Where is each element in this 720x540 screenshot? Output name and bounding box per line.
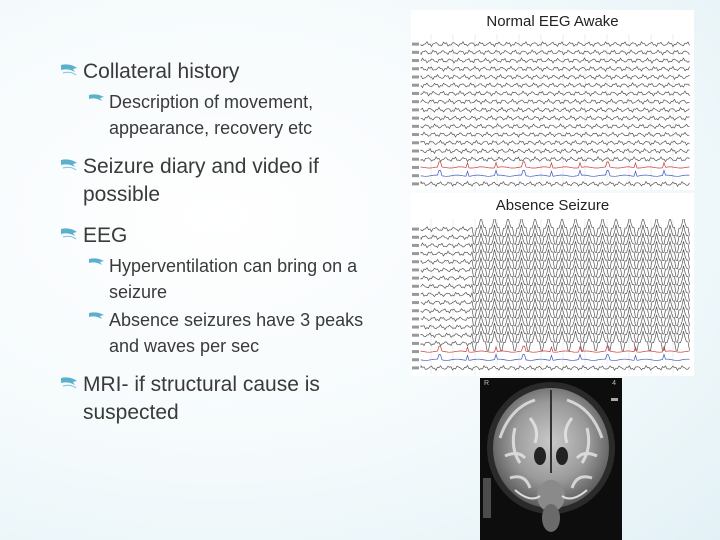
eeg-channel-label-mark <box>412 293 419 296</box>
eeg-channel-label-mark <box>412 317 419 320</box>
arrow-bullet-icon <box>86 251 108 279</box>
eeg-trace <box>421 170 690 176</box>
eeg-channel-label-mark <box>412 125 419 128</box>
bullet-text: MRI- if structural cause is suspected <box>83 373 320 424</box>
subbullet-text: Absence seizures have 3 peaks and waves per sec <box>109 310 364 356</box>
mri-corner-label-right: 4 <box>612 380 616 387</box>
eeg-trace <box>421 366 690 371</box>
eeg-channel-label-mark <box>412 67 419 70</box>
eeg-channel-label-mark <box>412 285 419 288</box>
eeg-trace <box>421 225 690 244</box>
eeg-channel-label-mark <box>412 358 419 361</box>
eeg-channel-label-mark <box>412 366 419 369</box>
eeg-trace <box>421 219 690 236</box>
bullet-text: Collateral history <box>83 60 240 83</box>
eeg-channel-label-mark <box>412 43 419 46</box>
eeg-channel-label-mark <box>412 277 419 280</box>
eeg-channel-label-mark <box>412 117 419 120</box>
eeg-channel-label-mark <box>412 182 419 185</box>
eeg-trace <box>421 99 690 104</box>
eeg-channel-label-mark <box>412 301 419 304</box>
eeg-channel-label-mark <box>412 84 419 87</box>
bullet-text: Seizure diary and video if possible <box>83 155 319 206</box>
eeg-channel-label-mark <box>412 133 419 136</box>
eeg-trace <box>421 75 690 80</box>
subbullet-description <box>58 89 388 141</box>
eeg-channel-label-mark <box>412 108 419 111</box>
arrow-bullet-icon <box>86 305 108 333</box>
bullet-eeg <box>58 222 388 250</box>
eeg-channel-label-mark <box>412 141 419 144</box>
eeg-trace <box>421 162 690 168</box>
eeg-channel-label-mark <box>412 350 419 353</box>
eeg-channel-label-mark <box>412 260 419 263</box>
eeg-trace <box>421 132 690 137</box>
arrow-bullet-icon <box>58 59 80 87</box>
eeg-channel-label-mark <box>412 228 419 231</box>
bullet-seizure-diary <box>58 153 388 209</box>
arrow-bullet-icon <box>58 154 80 182</box>
eeg-channel-label-mark <box>412 268 419 271</box>
eeg-channel-label-mark <box>412 51 419 54</box>
eeg-channel-label-mark <box>412 252 419 255</box>
eeg-channel-label-mark <box>412 92 419 95</box>
eeg-trace <box>421 116 690 121</box>
eeg-channel-label-mark <box>412 166 419 169</box>
eeg-trace <box>421 140 690 145</box>
arrow-bullet-icon <box>58 372 80 400</box>
subbullet-hyperventilation <box>58 253 388 305</box>
bullet-mri <box>58 371 388 427</box>
eeg-channel-label-mark <box>412 342 419 345</box>
bullet-list <box>58 58 388 440</box>
eeg-channel-label-mark <box>412 244 419 247</box>
normal-eeg-traces <box>411 34 694 190</box>
bullet-collateral-history <box>58 58 388 86</box>
eeg-channel-label-mark <box>412 326 419 329</box>
mri-brain-image <box>480 378 622 540</box>
eeg-trace <box>421 149 690 154</box>
eeg-trace <box>421 124 690 129</box>
normal-eeg-image <box>411 10 694 190</box>
eeg-channel-label-mark <box>412 309 419 312</box>
arrow-bullet-icon <box>86 87 108 115</box>
arrow-bullet-icon <box>58 223 80 251</box>
mri-brain-icon <box>480 378 622 540</box>
eeg-trace <box>421 354 690 360</box>
eeg-channel-label-mark <box>412 174 419 177</box>
eeg-trace <box>421 42 690 47</box>
eeg-trace <box>421 346 690 352</box>
absence-eeg-title: Absence Seizure <box>495 197 610 214</box>
eeg-channel-label-mark <box>412 150 419 153</box>
subbullet-text: Description of movement, appearance, recovery etc <box>109 92 314 138</box>
eeg-trace <box>421 58 690 63</box>
absence-seizure-eeg-image <box>411 193 694 376</box>
normal-eeg-title: Normal EEG Awake <box>486 13 619 30</box>
eeg-channel-label-mark <box>412 100 419 103</box>
eeg-trace <box>421 182 690 187</box>
absence-eeg-traces <box>411 219 694 374</box>
eeg-trace <box>421 50 690 55</box>
eeg-trace <box>421 83 690 88</box>
eeg-channel-label-mark <box>412 59 419 62</box>
bullet-text: EEG <box>83 224 128 247</box>
eeg-channel-label-mark <box>412 334 419 337</box>
eeg-trace <box>421 66 690 71</box>
eeg-channel-label-mark <box>412 236 419 239</box>
eeg-trace <box>421 91 690 96</box>
mri-corner-label: R <box>484 380 490 387</box>
eeg-trace <box>421 107 690 112</box>
subbullet-absence-seizures <box>58 307 388 359</box>
eeg-channel-label-mark <box>412 158 419 161</box>
eeg-channel-label-mark <box>412 76 419 79</box>
eeg-trace <box>421 157 690 162</box>
subbullet-text: Hyperventilation can bring on a seizure <box>109 256 358 302</box>
